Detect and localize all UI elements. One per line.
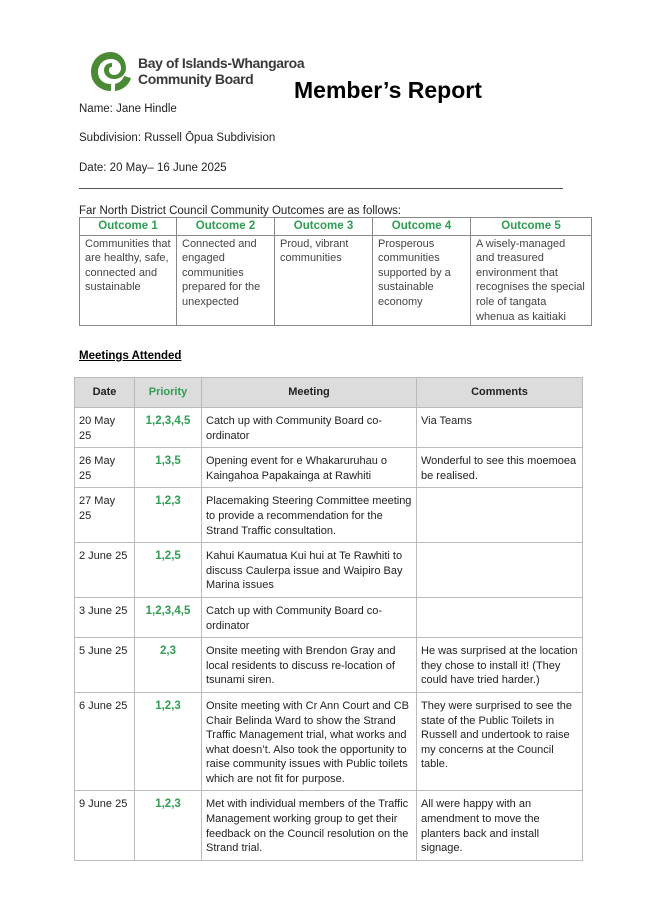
table-row xyxy=(75,791,583,860)
divider xyxy=(79,188,563,189)
outcomes-caption: Far North District Council Community Outcomes are as follows: xyxy=(79,205,402,217)
meeting-date: 26 May 25 xyxy=(75,448,135,488)
column-header-priority: Priority xyxy=(135,378,202,408)
meeting-priority: 1,2,3 xyxy=(135,488,202,543)
meeting-description: Met with individual members of the Traffic Management working group to get their feedback on the Council resolution on the Strand trial. xyxy=(202,791,417,860)
meetings-heading: Meetings Attended xyxy=(79,350,182,362)
meeting-comments xyxy=(417,597,583,637)
meeting-description: Onsite meeting with Cr Ann Court and CB Chair Belinda Ward to show the Strand Traffic Management trial, what works and what doesn’t. Also took the opportunity to raise community issues with Public toilets which are not fit for purpose. xyxy=(202,692,417,791)
meeting-description: Kahui Kaumatua Kui hui at Te Rawhiti to discuss Caulerpa issue and Waipiro Bay Marina issues xyxy=(202,543,417,598)
meeting-date: 3 June 25 xyxy=(75,597,135,637)
meeting-date: 20 May 25 xyxy=(75,408,135,448)
community-board-logo xyxy=(88,48,304,94)
meeting-comments xyxy=(417,543,583,598)
meeting-description: Opening event for e Whakaruruhau o Kaingahoa Papakainga at Rawhiti xyxy=(202,448,417,488)
meeting-comments: Wonderful to see this moemoea be realised. xyxy=(417,448,583,488)
meeting-comments: He was surprised at the location they chose to install it! (They could have tried harder.) xyxy=(417,638,583,693)
meeting-priority: 1,2,3,4,5 xyxy=(135,597,202,637)
outcome-description: A wisely-managed and treasured environment that recognises the special role of tangata whenua as kaitiaki xyxy=(471,235,592,326)
logo-line-2: Community Board xyxy=(138,71,254,87)
table-row xyxy=(75,543,583,598)
meetings-header-row xyxy=(75,378,583,408)
member-name: Name: Jane Hindle xyxy=(79,103,177,115)
meeting-description: Placemaking Steering Committee meeting to provide a recommendation for the Strand Traffic consultation. xyxy=(202,488,417,543)
meeting-priority: 1,2,3,4,5 xyxy=(135,408,202,448)
meeting-comments: They were surprised to see the state of the Public Toilets in Russell and undertook to raise my concerns at the Council table. xyxy=(417,692,583,791)
table-row xyxy=(75,448,583,488)
meeting-description: Onsite meeting with Brendon Gray and local residents to discuss re-location of tsunami siren. xyxy=(202,638,417,693)
meeting-date: 2 June 25 xyxy=(75,543,135,598)
meeting-date: 27 May 25 xyxy=(75,488,135,543)
table-row xyxy=(75,597,583,637)
meeting-date: 9 June 25 xyxy=(75,791,135,860)
meeting-date: 5 June 25 xyxy=(75,638,135,693)
meeting-comments: Via Teams xyxy=(417,408,583,448)
outcome-heading: Outcome 4 xyxy=(373,218,471,236)
meeting-priority: 2,3 xyxy=(135,638,202,693)
logo-text xyxy=(138,55,304,87)
column-header-date: Date xyxy=(75,378,135,408)
outcome-heading: Outcome 1 xyxy=(80,218,177,236)
outcome-description: Communities that are healthy, safe, connected and sustainable xyxy=(80,235,177,326)
koru-logo-icon xyxy=(88,48,134,94)
meeting-priority: 1,2,3 xyxy=(135,692,202,791)
meeting-priority: 1,2,5 xyxy=(135,543,202,598)
outcome-heading: Outcome 5 xyxy=(471,218,592,236)
meeting-priority: 1,2,3 xyxy=(135,791,202,860)
subdivision: Subdivision: Russell Ōpua Subdivision xyxy=(79,132,276,144)
logo-line-1: Bay of Islands-Whangaroa xyxy=(138,55,305,71)
meeting-priority: 1,3,5 xyxy=(135,448,202,488)
meeting-description: Catch up with Community Board co-ordinator xyxy=(202,408,417,448)
table-row xyxy=(75,692,583,791)
table-row xyxy=(75,488,583,543)
page-title: Member’s Report xyxy=(294,77,482,103)
meeting-comments xyxy=(417,488,583,543)
outcome-heading: Outcome 3 xyxy=(275,218,373,236)
table-row xyxy=(75,638,583,693)
report-date: Date: 20 May– 16 June 2025 xyxy=(79,162,227,174)
outcome-heading: Outcome 2 xyxy=(177,218,275,236)
column-header-meeting: Meeting xyxy=(202,378,417,408)
meeting-comments: All were happy with an amendment to move the planters back and install signage. xyxy=(417,791,583,860)
meeting-description: Catch up with Community Board co-ordinator xyxy=(202,597,417,637)
outcomes-body-row xyxy=(80,235,592,326)
meeting-date: 6 June 25 xyxy=(75,692,135,791)
outcome-description: Prosperous communities supported by a sustainable economy xyxy=(373,235,471,326)
outcomes-header-row xyxy=(80,218,592,236)
table-row xyxy=(75,408,583,448)
meetings-table xyxy=(74,377,583,861)
column-header-comments: Comments xyxy=(417,378,583,408)
outcome-description: Proud, vibrant communities xyxy=(275,235,373,326)
outcome-description: Connected and engaged communities prepared for the unexpected xyxy=(177,235,275,326)
outcomes-table xyxy=(79,217,592,326)
